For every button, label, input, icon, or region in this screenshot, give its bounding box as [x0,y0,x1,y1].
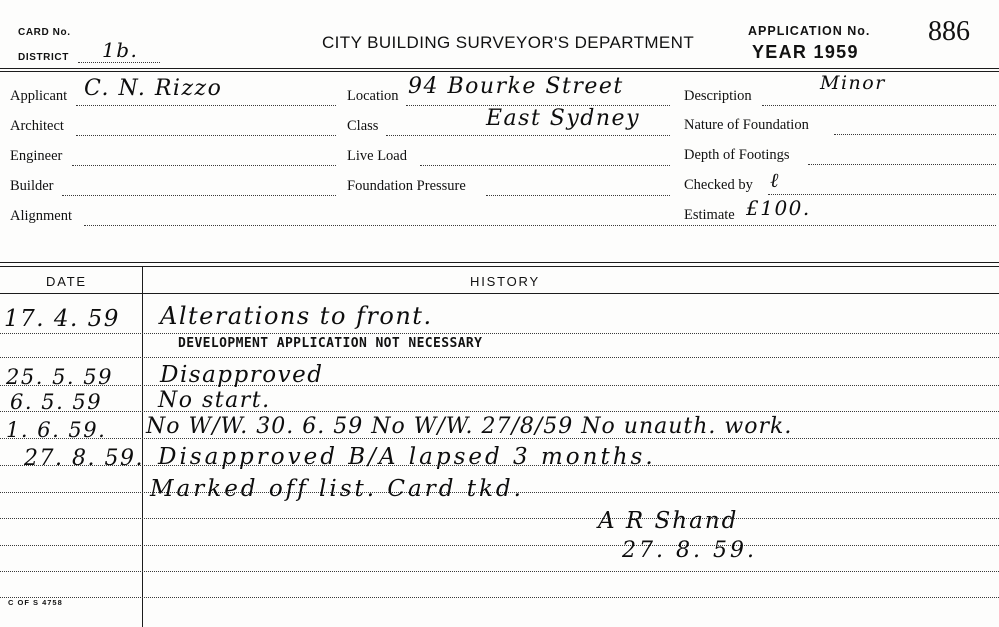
year-label: YEAR 1959 [752,42,859,62]
history-text: Marked off list. Card tkd. [150,476,524,502]
depth-of-footings-label: Depth of Footings [684,147,790,163]
ruled-line [0,545,999,546]
application-number: 886 [928,16,970,47]
alignment-line [84,225,996,226]
ruled-line [0,333,999,334]
description-label: Description [684,88,752,104]
signature: A R Shand [598,508,739,534]
class-label: Class [347,118,379,134]
header-divider-top [0,68,999,69]
depth-of-footings-line [808,164,996,165]
checked-by-mark: ℓ [770,168,780,192]
history-text: Disapproved [160,362,324,388]
application-no-label: APPLICATION No. [748,24,871,38]
foundation-pressure-line [486,195,670,196]
history-date: 6. 5. 59 [10,390,103,414]
history-date: 1. 6. 59. [6,418,107,442]
history-column-header: HISTORY [470,274,540,289]
ruled-line [0,518,999,519]
history-divider-top [0,262,999,263]
history-text: No W/W. 30. 6. 59 No W/W. 27/8/59 No unauth. work. [146,414,793,439]
location-label: Location [347,88,399,104]
live-load-line [420,165,670,166]
checked-by-label: Checked by [684,177,753,193]
checked-by-line [768,194,996,195]
history-date: 17. 4. 59 [4,306,120,332]
card-no-label: CARD No. [18,27,71,38]
signature-date: 27. 8. 59. [622,538,757,563]
district-value: 1b. [102,38,139,62]
applicant-value: C. N. Rizzo [84,76,223,101]
estimate-label: Estimate [684,207,735,223]
nature-of-foundation-line [834,134,996,135]
district-dotted-line [78,62,160,63]
builder-line [62,195,336,196]
description-line [762,105,996,106]
class-value: East Sydney [486,106,640,131]
applicant-label: Applicant [10,88,68,104]
history-date: 25. 5. 59 [6,365,114,389]
engineer-label: Engineer [10,148,63,164]
date-column-header: DATE [46,274,87,289]
alignment-label: Alignment [10,208,73,224]
engineer-line [72,165,336,166]
history-text: Alterations to front. [160,302,433,330]
department-title: CITY BUILDING SURVEYOR'S DEPARTMENT [322,33,695,52]
history-divider-bottom [0,266,999,267]
estimate-value: £100. [746,196,811,220]
history-text: No start. [158,388,271,413]
ruled-line [0,571,999,572]
builder-label: Builder [10,178,54,194]
form-code: C OF S 4758 [8,598,63,607]
foundation-pressure-label: Foundation Pressure [347,178,466,194]
history-text: Disapproved B/A lapsed 3 months. [158,444,656,470]
live-load-label: Live Load [347,148,407,164]
ruled-line [0,597,999,598]
architect-label: Architect [10,118,64,134]
description-value: Minor [820,72,886,94]
applicant-line [76,105,336,106]
history-date: 27. 8. 59. [24,446,144,471]
nature-of-foundation-label: Nature of Foundation [684,117,809,133]
district-label: DISTRICT [18,52,69,63]
ruled-line [0,411,999,412]
ruled-line [0,385,999,386]
class-line [386,135,670,136]
architect-line [76,135,336,136]
history-header-rule [0,293,999,294]
ruled-line [0,357,999,358]
location-value: 94 Bourke Street [408,74,624,99]
development-stamp: DEVELOPMENT APPLICATION NOT NECESSARY [178,336,483,351]
